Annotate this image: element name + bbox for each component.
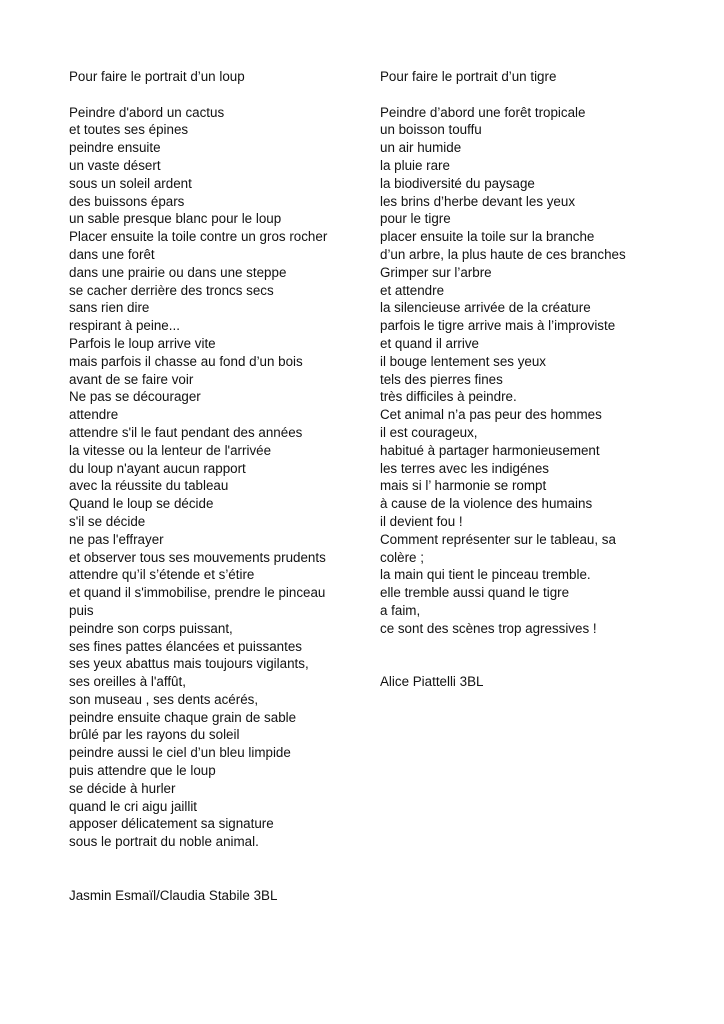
poem-wolf-line: Quand le loup se décide (69, 496, 214, 512)
poem-wolf-line: peindre ensuite (69, 140, 161, 156)
poem-wolf-line: s'il se décide (69, 513, 146, 529)
poem-tiger-line: elle tremble aussi quand le tigre (380, 585, 570, 601)
poem-tiger-line: il est courageux, (380, 424, 478, 440)
poem-wolf-line: attendre (69, 407, 119, 423)
poem-tiger-line: les terres avec les indigénes (380, 460, 549, 476)
poem-wolf-line: attendre s'il le faut pendant des années (69, 424, 303, 440)
poem-wolf-line: son museau , ses dents acérés, (69, 691, 259, 707)
poem-tiger-line: Grimper sur l’arbre (380, 264, 492, 280)
poem-wolf-line: du loup n'ayant aucun rapport (69, 460, 246, 476)
poem-tiger-line: la main qui tient le pinceau tremble. (380, 567, 591, 583)
poem-wolf-line: ses oreilles à l'affût, (69, 674, 186, 690)
poem-wolf-line: avec la réussite du tableau (69, 478, 229, 494)
poem-wolf-line: respirant à peine... (69, 318, 180, 334)
poem-wolf-title: Pour faire le portrait d’un loup (69, 69, 245, 84)
poem-tiger-line: parfois le tigre arrive mais à l’improviste (380, 318, 616, 334)
poem-wolf-line: peindre son corps puissant, (69, 620, 233, 636)
poem-tiger-line: et attendre (380, 282, 445, 298)
poem-tiger-line: placer ensuite la toile sur la branche (380, 229, 595, 245)
poem-wolf-line: Parfois le loup arrive vite (69, 335, 216, 351)
poem-wolf-line: et observer tous ses mouvements prudents (69, 549, 326, 565)
poem-wolf-lines (69, 104, 369, 851)
poem-wolf-line: peindre ensuite chaque grain de sable (69, 709, 297, 725)
poem-wolf-line: brûlé par les rayons du soleil (69, 727, 240, 743)
poem-wolf-line: dans une forêt (69, 246, 155, 262)
poem-tiger-lines (380, 104, 680, 638)
poem-wolf-line: la vitesse ou la lenteur de l'arrivée (69, 442, 272, 458)
poem-wolf-line: Placer ensuite la toile contre un gros rocher (69, 229, 328, 245)
poem-tiger-line: tels des pierres fines (380, 371, 503, 387)
poem-wolf-line: et quand il s'immobilise, prendre le pinceau (69, 585, 326, 601)
poem-wolf-line: Peindre d'abord un cactus (69, 104, 225, 120)
poem-wolf-line: attendre qu’il s’étende et s’étire (69, 567, 255, 583)
poem-wolf-line: des buissons épars (69, 193, 185, 209)
poem-wolf-line: dans une prairie ou dans une steppe (69, 264, 287, 280)
poem-wolf-line: avant de se faire voir (69, 371, 194, 387)
poem-wolf-line: Ne pas se décourager (69, 389, 201, 405)
poem-tiger (380, 68, 680, 691)
poem-tiger-line: la biodiversité du paysage (380, 175, 535, 191)
poem-tiger-line: a faim, (380, 602, 421, 618)
poem-tiger-line: la pluie rare (380, 157, 450, 173)
poem-tiger-line: il bouge lentement ses yeux (380, 353, 546, 369)
poem-tiger-line: colère ; (380, 549, 424, 565)
poem-wolf-line: et toutes ses épines (69, 122, 189, 138)
poem-tiger-title: Pour faire le portrait d’un tigre (380, 69, 557, 84)
poem-tiger-line: les brins d’herbe devant les yeux (380, 193, 576, 209)
poem-tiger-line: un air humide (380, 140, 462, 156)
poem-wolf-line: sous le portrait du noble animal. (69, 834, 259, 850)
poem-wolf-line: puis (69, 602, 94, 618)
poem-wolf-line: ses fines pattes élancées et puissantes (69, 638, 302, 654)
poem-wolf-line: quand le cri aigu jaillit (69, 798, 198, 814)
poem-wolf-line: sans rien dire (69, 300, 150, 316)
poem-tiger-line: d’un arbre, la plus haute de ces branches (380, 246, 626, 262)
poem-tiger-line: la silencieuse arrivée de la créature (380, 300, 591, 316)
poem-tiger-line: très difficiles à peindre. (380, 389, 517, 405)
poem-tiger-line: pour le tigre (380, 211, 451, 227)
poem-tiger-line: mais si l’ harmonie se rompt (380, 478, 547, 494)
poem-tiger-line: un boisson touffu (380, 122, 482, 138)
poem-wolf-line: un vaste désert (69, 157, 161, 173)
poem-wolf-line: se cacher derrière des troncs secs (69, 282, 274, 298)
poem-wolf-line: un sable presque blanc pour le loup (69, 211, 282, 227)
poem-wolf-line: se décide à hurler (69, 780, 176, 796)
poem-wolf-line: mais parfois il chasse au fond d’un bois (69, 353, 303, 369)
poem-wolf (69, 68, 369, 904)
poem-tiger-line: Comment représenter sur le tableau, sa (380, 531, 616, 547)
poem-tiger-line: Cet animal n’a pas peur des hommes (380, 407, 602, 423)
poem-wolf-author: Jasmin Esmaïl/Claudia Stabile 3BL (69, 887, 278, 903)
poem-wolf-line: sous un soleil ardent (69, 175, 192, 191)
poem-tiger-line: et quand il arrive (380, 335, 479, 351)
poem-tiger-line: ce sont des scènes trop agressives ! (380, 620, 597, 636)
poem-wolf-line: peindre aussi le ciel d’un bleu limpide (69, 745, 291, 761)
poem-tiger-line: habitué à partager harmonieusement (380, 442, 600, 458)
poem-tiger-line: il devient fou ! (380, 513, 463, 529)
poem-tiger-line: à cause de la violence des humains (380, 496, 593, 512)
poem-wolf-line: puis attendre que le loup (69, 763, 216, 779)
poem-tiger-author: Alice Piattelli 3BL (380, 674, 484, 690)
poem-tiger-line: Peindre d’abord une forêt tropicale (380, 104, 586, 120)
poem-wolf-line: apposer délicatement sa signature (69, 816, 274, 832)
poem-wolf-line: ses yeux abattus mais toujours vigilants, (69, 656, 309, 672)
poem-wolf-line: ne pas l'effrayer (69, 531, 164, 547)
